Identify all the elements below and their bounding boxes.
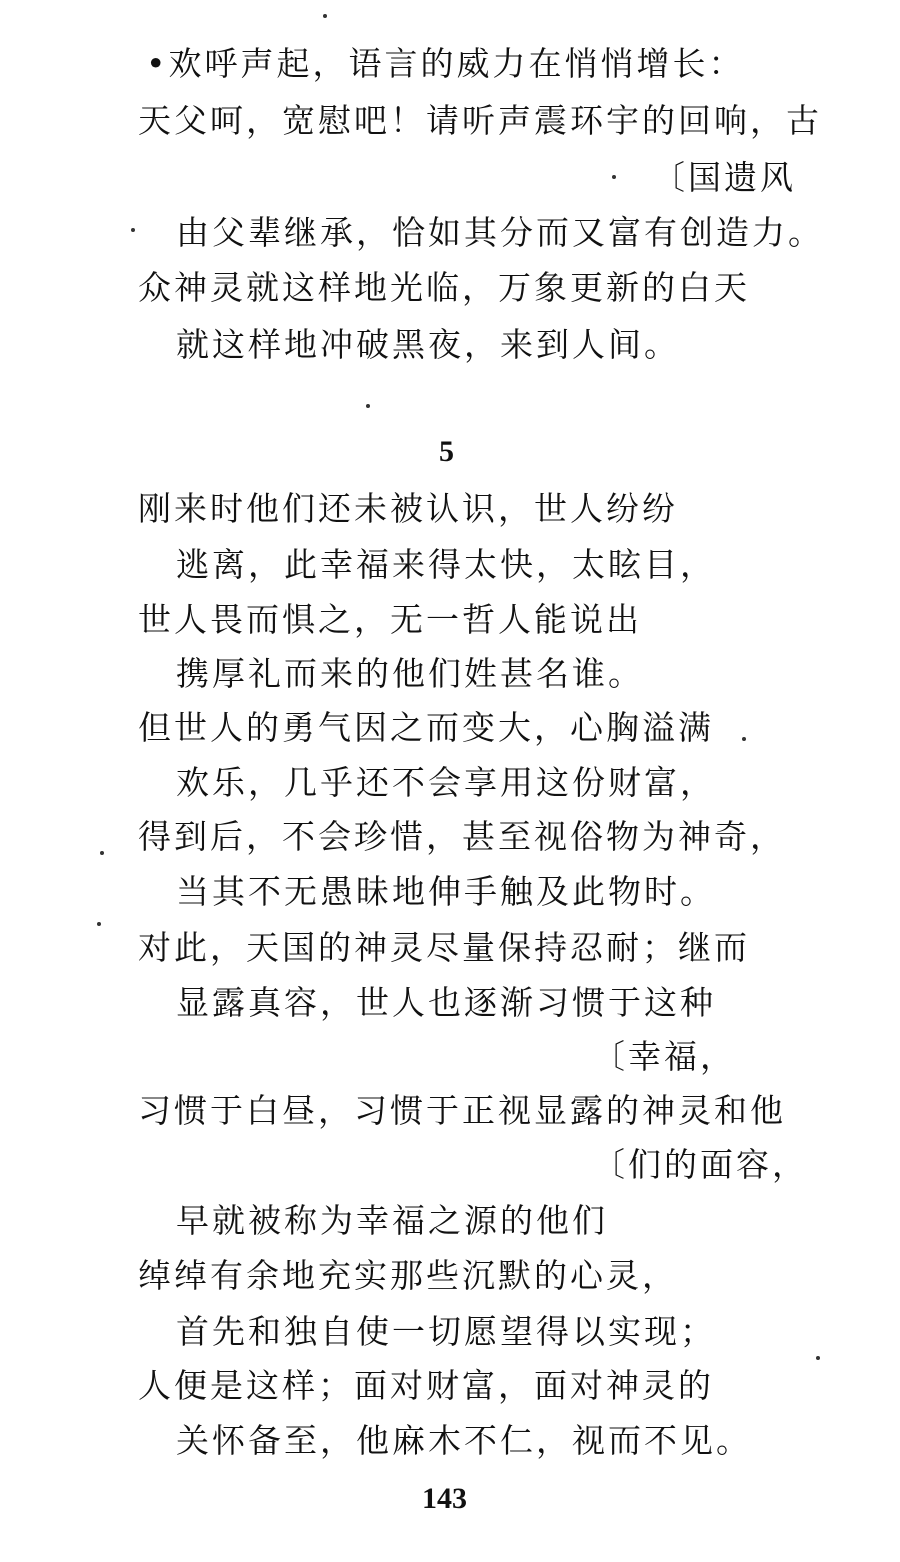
- scan-speck: [742, 737, 746, 741]
- poem-line: 众神灵就这样地光临，万象更新的白天: [138, 268, 750, 307]
- poem-line: 由父辈继承，恰如其分而又富有创造力。: [176, 213, 824, 252]
- scan-speck: [612, 175, 616, 179]
- poem-line: 欢乐，几乎还不会享用这份财富，: [176, 763, 716, 802]
- scan-speck: [323, 14, 327, 18]
- poem-line: 得到后，不会珍惜，甚至视俗物为神奇，: [138, 817, 786, 856]
- poem-line: 早就被称为幸福之源的他们: [176, 1201, 608, 1240]
- poem-line-continuation: 〔幸福，: [592, 1037, 736, 1076]
- scan-speck: [816, 1356, 820, 1360]
- page-number: 143: [422, 1482, 467, 1515]
- poem-line: 习惯于白昼，习惯于正视显露的神灵和他: [138, 1091, 786, 1130]
- poem-line: 但世人的勇气因之而变大，心胸溢满: [138, 708, 714, 747]
- poem-line: 对此，天国的神灵尽量保持忍耐；继而: [138, 928, 750, 967]
- poem-line: 逃离，此幸福来得太快，太眩目，: [176, 545, 716, 584]
- poem-line: 人便是这样；面对财富，面对神灵的: [138, 1366, 714, 1405]
- poem-line: 世人畏而惧之，无一哲人能说出: [138, 600, 642, 639]
- section-number: 5: [439, 435, 454, 468]
- poem-line: 天父呵，宽慰吧！请听声震环宇的回响，古: [138, 101, 822, 140]
- poem-line: 关怀备至，他麻木不仁，视而不见。: [176, 1421, 752, 1460]
- poem-line: 当其不无愚昧地伸手触及此物时。: [176, 872, 716, 911]
- poem-line: 显露真容，世人也逐渐习惯于这种: [176, 983, 716, 1022]
- poem-line: •欢呼声起，语言的威力在悄悄增长：: [146, 44, 745, 83]
- poem-line-continuation: 〔国遗风: [652, 158, 796, 197]
- scan-speck: [131, 228, 135, 232]
- poem-line: 刚来时他们还未被认识，世人纷纷: [138, 489, 678, 528]
- poem-line: 绰绰有余地充实那些沉默的心灵，: [138, 1256, 678, 1295]
- scan-speck: [97, 922, 101, 926]
- poem-line-continuation: 〔们的面容，: [592, 1145, 808, 1184]
- poem-line: 首先和独自使一切愿望得以实现；: [176, 1312, 716, 1351]
- scan-speck: [366, 404, 370, 408]
- poem-line: 携厚礼而来的他们姓甚名谁。: [176, 654, 644, 693]
- poem-line: 就这样地冲破黑夜，来到人间。: [176, 325, 680, 364]
- scan-speck: [100, 851, 104, 855]
